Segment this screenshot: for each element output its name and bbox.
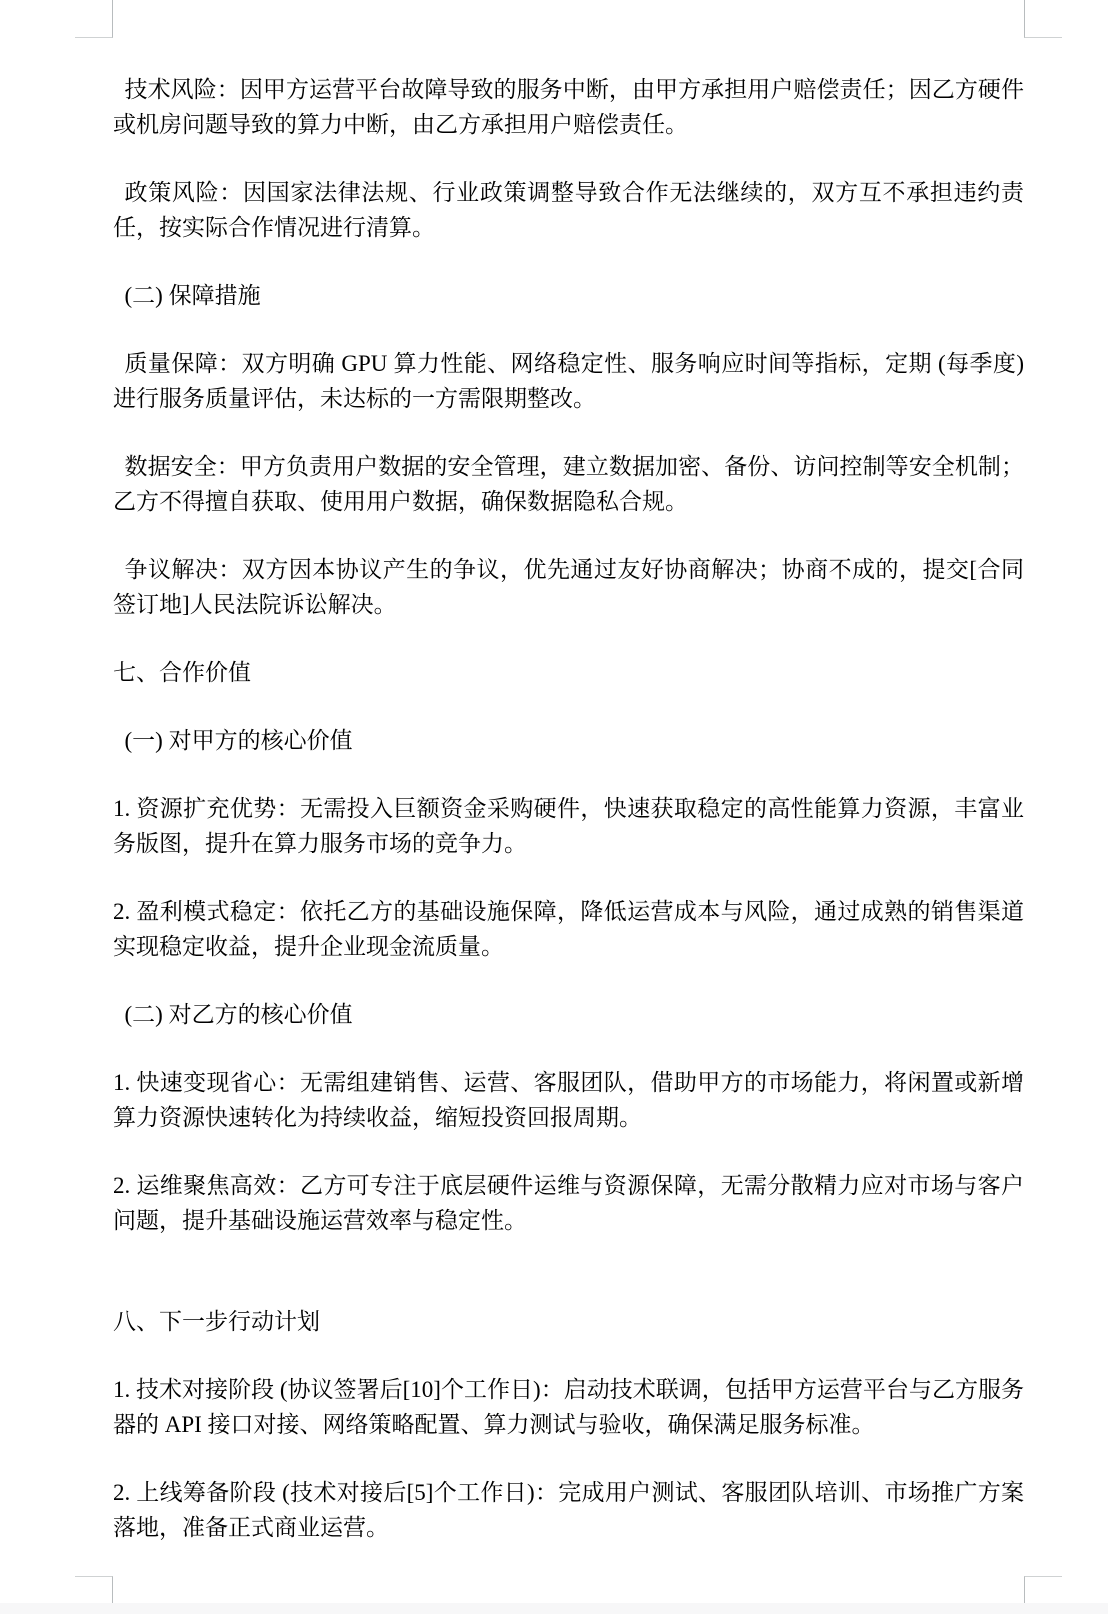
para-profit-model: 2. 盈利模式稳定：依托乙方的基础设施保障，降低运营成本与风险，通过成熟的销售渠道实现稳定收益，提升企业现金流质量。	[113, 899, 1024, 959]
para-tech-integration: 1. 技术对接阶段 (协议签署后[10]个工作日)：启动技术联调，包括甲方运营平台与乙方服务器的 API 接口对接、网络策略配置、算力测试与验收，确保满足服务标准。	[113, 1377, 1024, 1437]
page-bottom-edge	[0, 1603, 1108, 1614]
heading-value-party-b: (二) 对乙方的核心价值	[124, 1002, 353, 1027]
document-body	[113, 0, 1024, 1545]
crop-mark-top-right	[1024, 0, 1062, 38]
heading-section-8: 八、下一步行动计划	[113, 1309, 320, 1334]
crop-mark-top-left	[75, 0, 113, 38]
para-quality-assurance: 质量保障：双方明确 GPU 算力性能、网络稳定性、服务响应时间等指标，定期 (每季度)进行服务质量评估，未达标的一方需限期整改。	[113, 351, 1024, 411]
heading-safeguard-measures: (二) 保障措施	[124, 283, 261, 308]
para-dispute-resolution: 争议解决：双方因本协议产生的争议，优先通过友好协商解决；协商不成的，提交[合同签订地]人民法院诉讼解决。	[113, 557, 1024, 617]
heading-value-party-a: (一) 对甲方的核心价值	[124, 728, 353, 753]
para-resource-expansion: 1. 资源扩充优势：无需投入巨额资金采购硬件，快速获取稳定的高性能算力资源，丰富业务版图，提升在算力服务市场的竞争力。	[113, 796, 1024, 856]
para-launch-preparation: 2. 上线筹备阶段 (技术对接后[5]个工作日)：完成用户测试、客服团队培训、市场推广方案落地，准备正式商业运营。	[113, 1480, 1024, 1540]
para-quick-monetization: 1. 快速变现省心：无需组建销售、运营、客服团队，借助甲方的市场能力，将闲置或新增算力资源快速转化为持续收益，缩短投资回报周期。	[113, 1070, 1024, 1130]
para-technical-risk: 技术风险：因甲方运营平台故障导致的服务中断，由甲方承担用户赔偿责任；因乙方硬件或机房问题导致的算力中断，由乙方承担用户赔偿责任。	[113, 77, 1024, 137]
para-data-security: 数据安全：甲方负责用户数据的安全管理，建立数据加密、备份、访问控制等安全机制；乙方不得擅自获取、使用用户数据，确保数据隐私合规。	[113, 454, 1024, 514]
para-ops-focus: 2. 运维聚焦高效：乙方可专注于底层硬件运维与资源保障，无需分散精力应对市场与客户问题，提升基础设施运营效率与稳定性。	[113, 1173, 1024, 1233]
para-policy-risk: 政策风险：因国家法律法规、行业政策调整导致合作无法继续的，双方互不承担违约责任，按实际合作情况进行清算。	[113, 180, 1024, 240]
heading-section-7: 七、合作价值	[113, 660, 251, 685]
